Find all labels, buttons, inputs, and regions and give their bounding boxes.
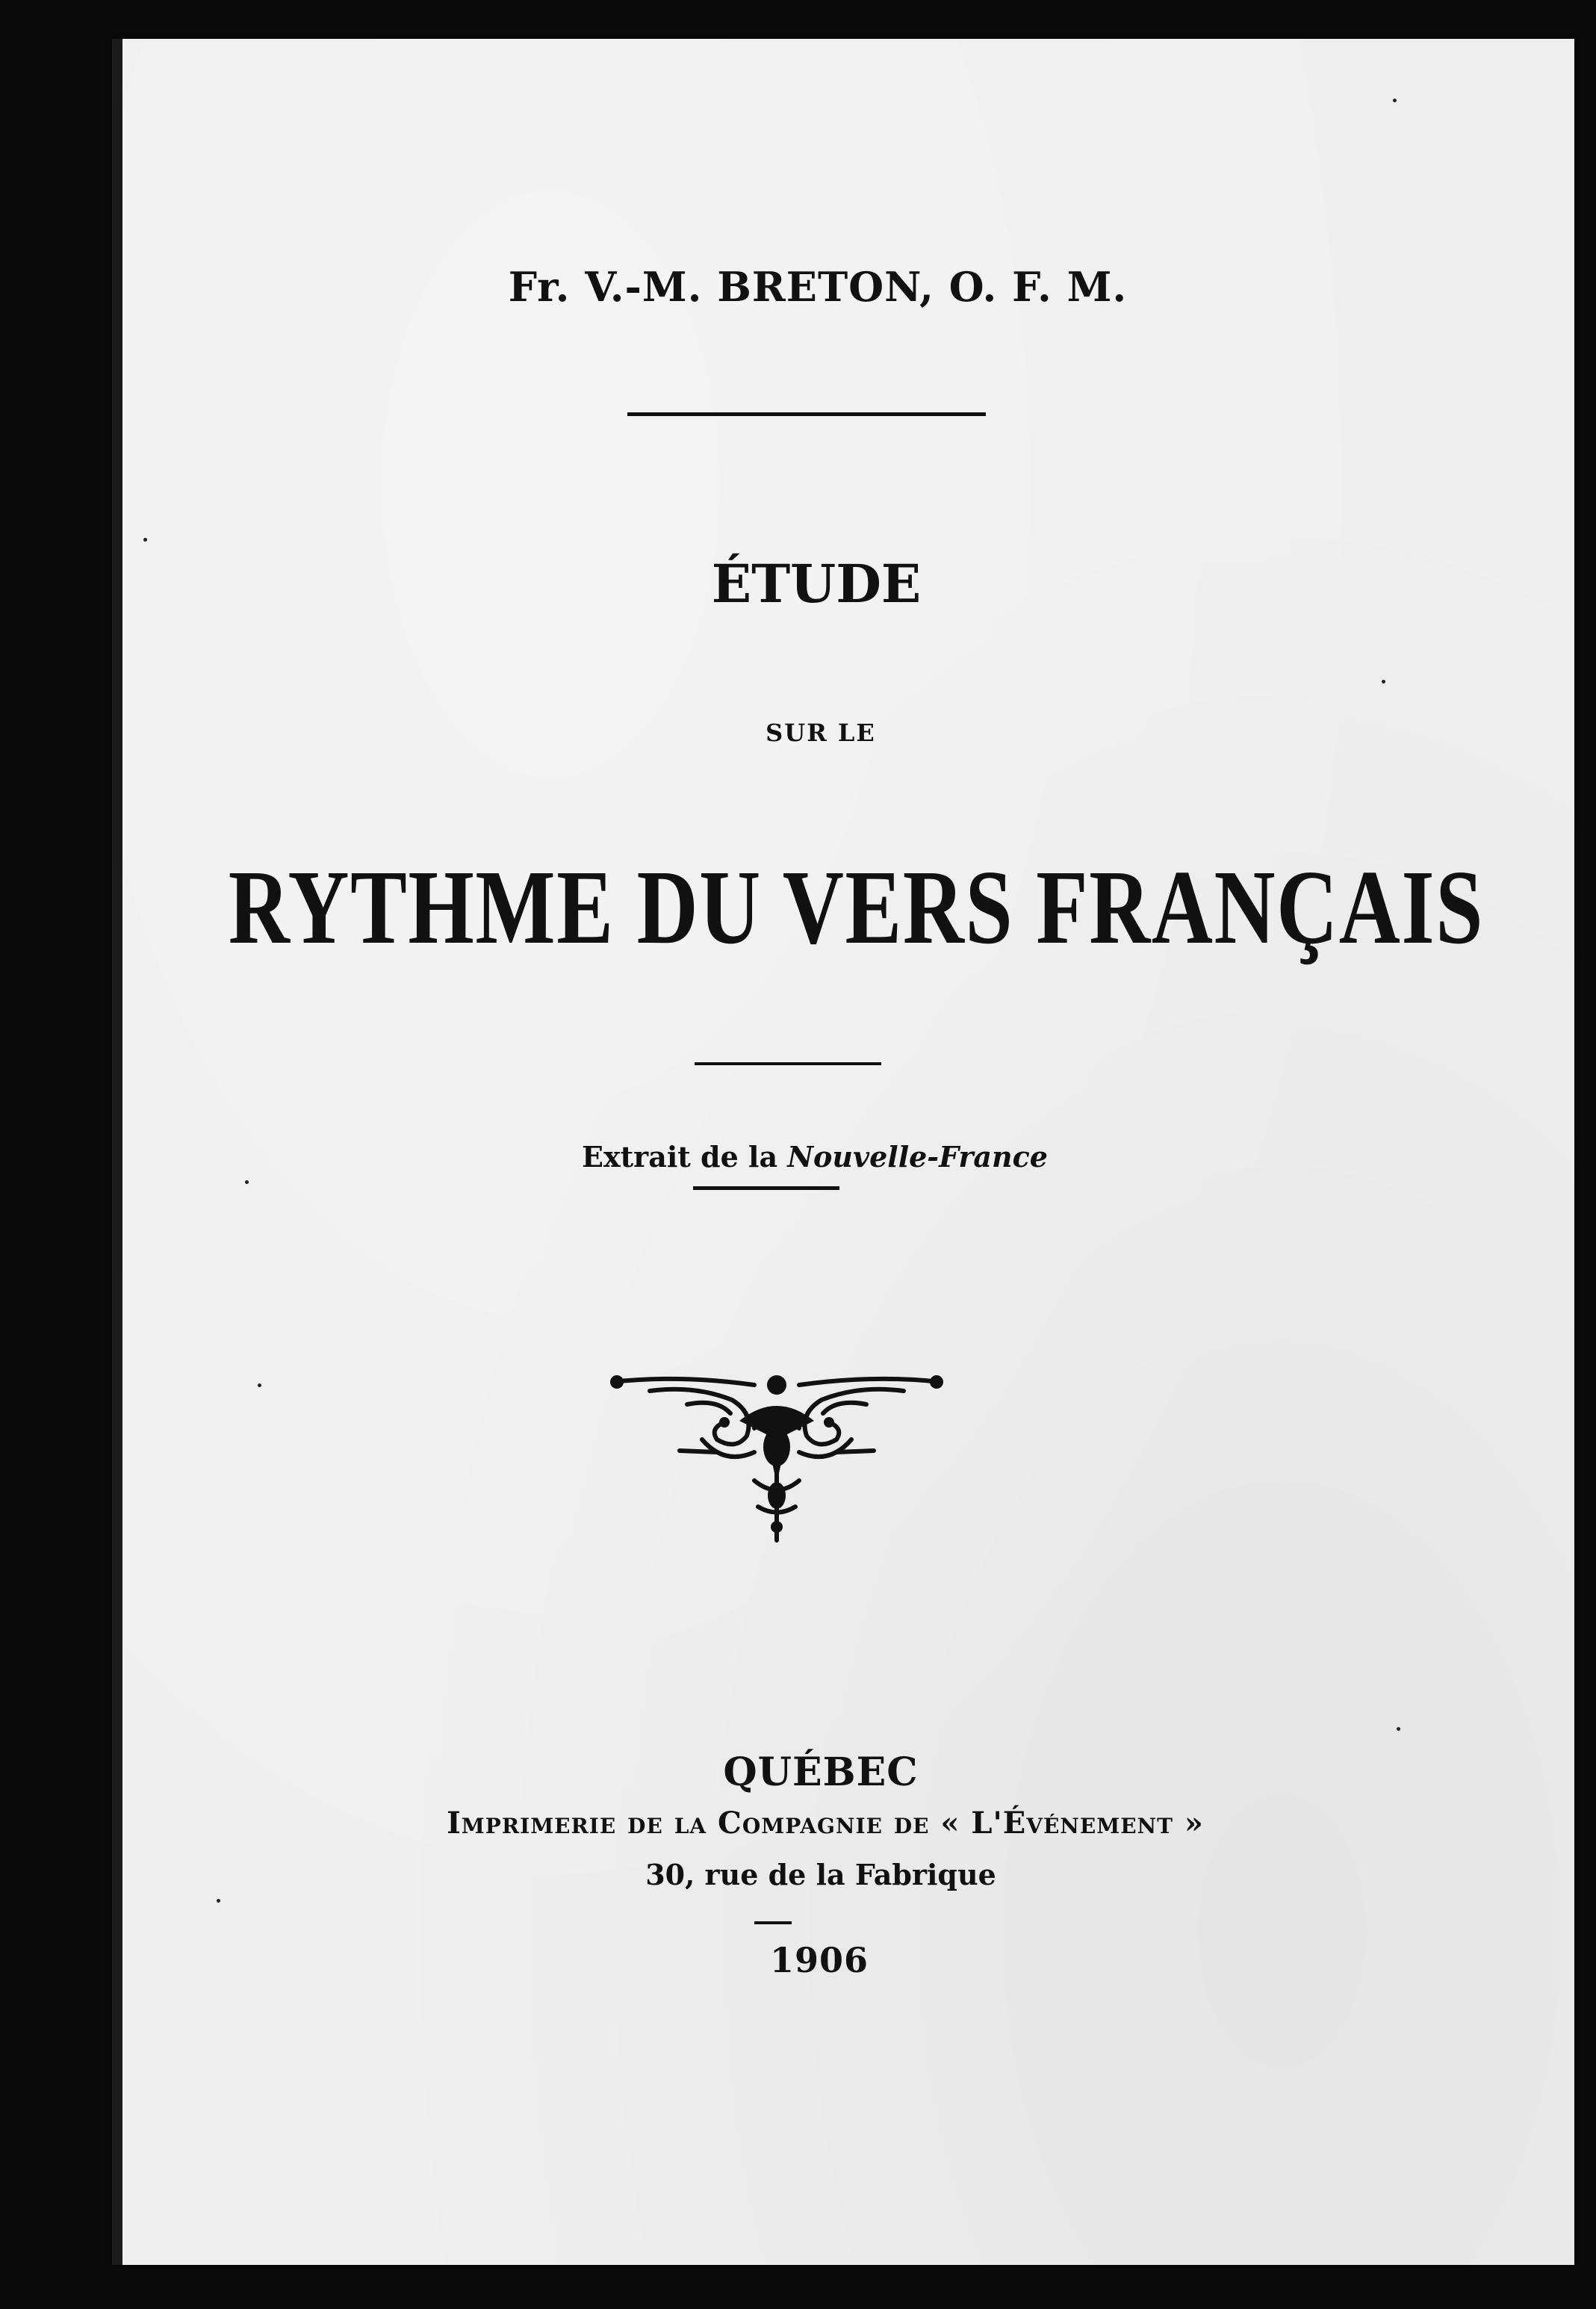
- paper-speck: [1397, 1727, 1400, 1731]
- divider-middle: [695, 1062, 881, 1065]
- extract-source: Nouvelle-France: [787, 1140, 1048, 1174]
- imprint-printer: Imprimerie de la Compagnie de « L'Événement »: [447, 1806, 1204, 1841]
- paper-speck: [258, 1383, 261, 1387]
- divider-top: [627, 412, 986, 416]
- heading-connector: SUR LE: [766, 719, 876, 747]
- paper-speck: [217, 1899, 220, 1903]
- imprint-city: QUÉBEC: [723, 1749, 919, 1795]
- heading-etude: ÉTUDE: [711, 553, 922, 615]
- author-name: Fr. V.-M. BRETON, O. F. M.: [508, 263, 1128, 311]
- extract-prefix: Extrait de la: [582, 1140, 788, 1174]
- paper-speck: [1393, 99, 1397, 102]
- title-page: [112, 39, 1574, 2265]
- imprint-address: 30, rue de la Fabrique: [645, 1858, 996, 1891]
- paper-speck: [245, 1180, 249, 1184]
- divider-imprint: [754, 1921, 792, 1924]
- extract-note: [84, 1140, 1546, 1174]
- page-spine-shadow: [112, 39, 122, 2265]
- paper-speck: [143, 538, 147, 542]
- book-title: RYTHME DU VERS FRANÇAIS: [228, 848, 1485, 966]
- fleuron-ornament-icon: [605, 1369, 948, 1548]
- divider-lower: [693, 1186, 839, 1190]
- imprint-year: 1906: [769, 1940, 869, 1980]
- paper-speck: [1382, 680, 1385, 684]
